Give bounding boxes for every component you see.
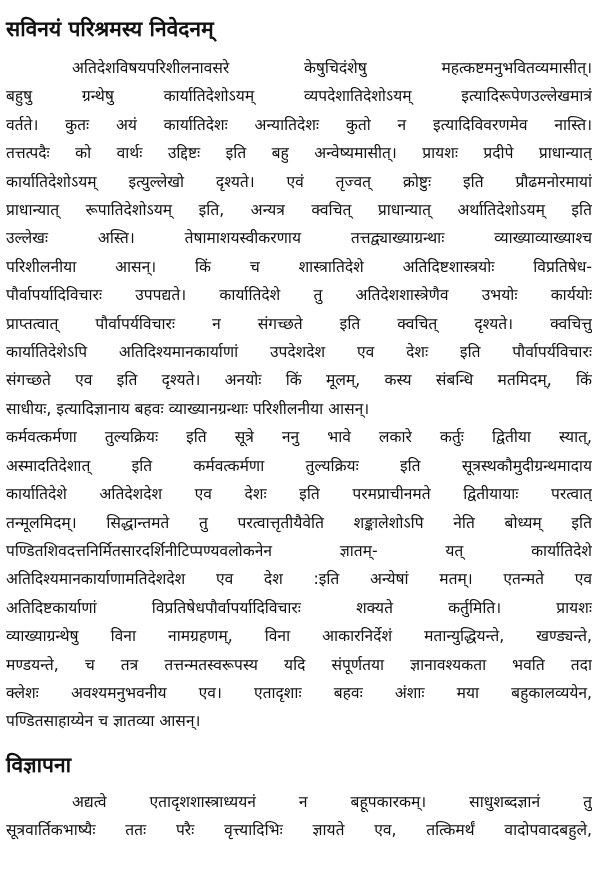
text-line: अद्यत्वे एतादृशशास्त्राध्ययनं न बहूपकारकम्। साधुशब्दज्ञानं तु <box>72 792 592 811</box>
text-line: मण्डयन्ते, च तत्र तत्तन्मतस्वरूपस्य यदि संपूर्णतया ज्ञानावश्यकता भवति तदा <box>6 655 592 674</box>
text-line: कार्यातिदेशे अतिदेशदेश एव देशः इति परमप्राचीनमते द्वितीयायाः परत्वात् <box>6 485 592 504</box>
text-line: प्राप्तत्वात् पौर्वापर्यविचारः न संगच्छते इति क्वचित् दृश्यते। क्वचित्तु <box>6 314 592 333</box>
section-heading-notice: विज्ञापना <box>6 752 72 777</box>
text-line: पण्डितशिवदत्तनिर्मितसारदर्शिनीटिप्पण्यवलोकनेन ज्ञातम्- यत् कार्यातिदेशे <box>6 541 592 560</box>
text-line: कार्यातिदेशेऽपि अतिदिश्यमानकार्याणां उपदेशदेश एव देशः इति पौर्वापर्यविचारः <box>6 343 592 362</box>
text-line: अस्मादतिदेशात् इति कर्मवत्कर्मणा तुल्यक्रियः इति सूत्रस्थकौमुदीग्रन्थमादाय <box>6 456 592 475</box>
text-line: कार्यातिदेशोऽयम् इत्युल्लेखो दृश्यते। एवं तृज्वत् क्रोष्टुः इति प्रौढमनोरमायां <box>6 172 592 191</box>
text-line: साधीयः, इत्यादिज्ञानाय बहवः व्याख्यानग्रन्थाः परिशीलनीया आसन्। <box>6 399 370 418</box>
text-line: तत्तत्पदैः को वार्थः उद्दिष्टः इति बहु अन्वेष्यमासीत्। प्रायशः प्रदीपे प्राधान्यात् <box>6 144 592 163</box>
text-line: बहुषु ग्रन्थेषु कार्यातिदेशोऽयम् व्यपदेशातिदेशोऽयम् इत्यादिरूपेणउल्लेखमात्रं <box>6 87 592 106</box>
text-line: अतिदिष्टकार्याणां विप्रतिषेधपौर्वापर्यादिविचारः शक्यते कर्तुमिति। प्रायशः <box>6 598 592 617</box>
paragraph-request <box>6 54 592 736</box>
text-line: सूत्रवार्तिकभाष्यैः ततः परैः वृत्त्यादिभिः ज्ञायते एव, तत्किमर्थं वादोपवादबहुले, <box>6 821 592 840</box>
text-line: उल्लेखः अस्ति। तेषामाशयस्वीकरणाय तत्तद्व्याख्याग्रन्थाः व्याख्याव्याख्याश्च <box>6 229 592 248</box>
text-line: वर्तते। कुतः अयं कार्यातिदेशः अन्यातिदेशः कुतो न इत्यादिविवरणमेव नास्ति। <box>6 115 592 134</box>
text-line: अतिदिश्यमानकार्याणामतिदेशदेश एव देश :इति अन्येषां मतम्। एतन्मते एव <box>6 570 592 589</box>
text-line: संगच्छते एव इति दृश्यते। अनयोः किं मूलम्, कस्य संबन्धि मतमिदम्, किं <box>6 371 592 390</box>
text-line: तन्मूलमिदम्। सिद्धान्तमते तु परत्वात्तृतीयैवेति शङ्कालेशोऽपि नेति बोध्यम् इति <box>6 513 592 532</box>
text-line: प्राधान्यात् रूपातिदेशोऽयम् इति, अन्यत्र क्वचित् प्राधान्यात् अर्थातिदेशोऽयम् इति <box>6 201 592 220</box>
text-line: क्लेशः अवश्यमनुभवनीय एव। एतादृशाः बहवः अंशाः मया बहुकालव्ययेन, <box>6 683 592 702</box>
text-line: कर्मवत्कर्मणा तुल्यक्रियः इति सूत्रे ननु भावे लकारे कर्तुः द्वितीया स्यात्, <box>6 428 592 447</box>
paragraph-notice <box>6 788 592 845</box>
text-line: परिशीलनीया आसन्। किं च शास्त्रातिदेशे अतिदिष्टशास्त्रयोः विप्रतिषेध- <box>6 257 592 276</box>
text-line: व्याख्याग्रन्थेषु विना नामग्रहणम्, विना आकारनिर्देशं मतान्युद्धियन्ते, खण्ड्यन्ते, <box>6 627 592 646</box>
text-line: पौर्वापर्यादिविचारः उपपद्यते। कार्यातिदेशे तु अतिदेशशास्त्रेणैव उभयोः कार्ययोः <box>6 286 592 305</box>
text-line: पण्डितसाहाय्येन च ज्ञातव्या आसन्। <box>6 712 201 731</box>
section-heading-request: सविनयं परिश्रमस्य निवेदनम् <box>6 17 214 41</box>
text-line: अतिदेशविषयपरिशीलनावसरे केषुचिदंशेषु महत्कष्टमनुभवितव्यमासीत्। <box>72 59 592 77</box>
